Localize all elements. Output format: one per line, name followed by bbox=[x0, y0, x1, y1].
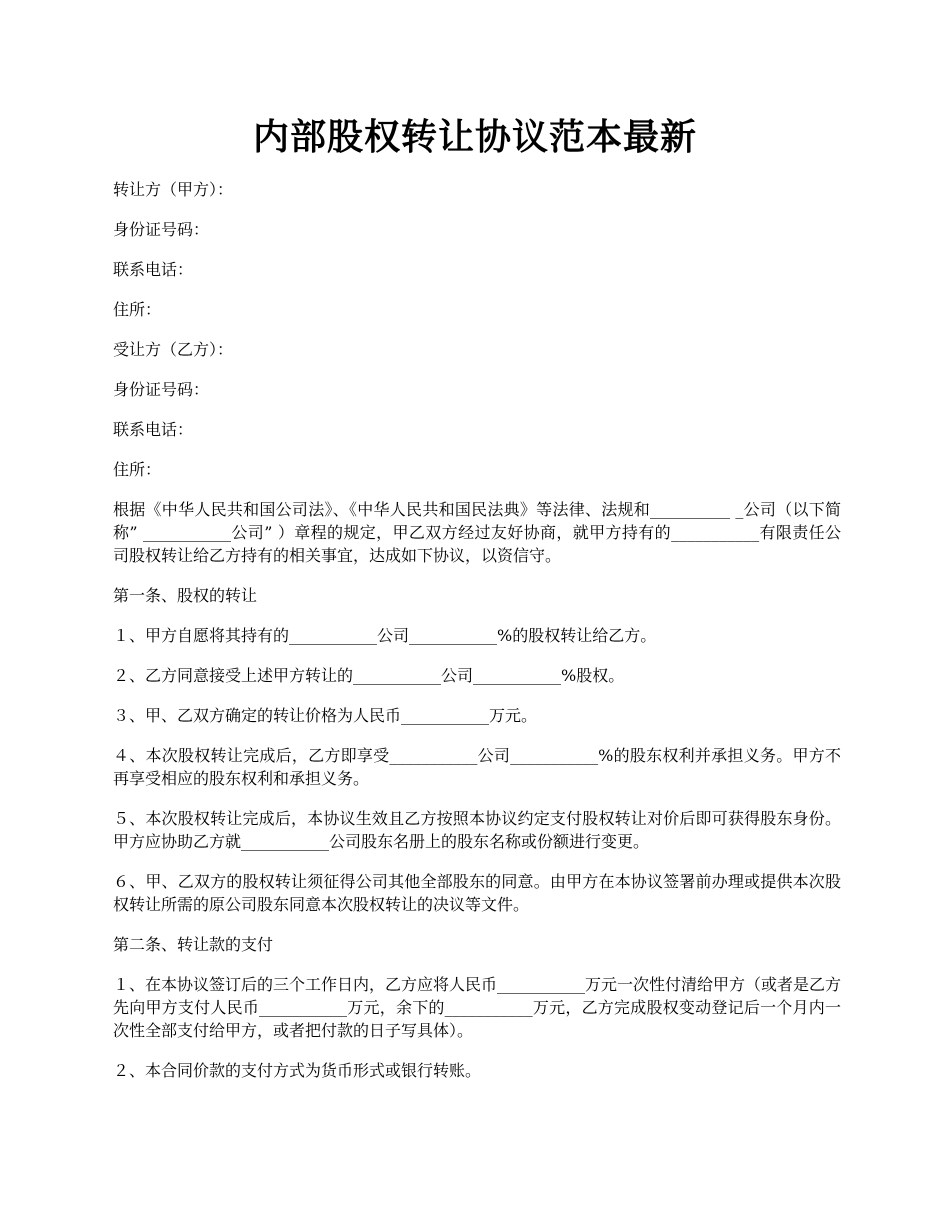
party-b-label: 受让方（乙方）： bbox=[113, 340, 234, 359]
article-1-heading: 第一条、股权的转让 bbox=[113, 586, 258, 605]
article-1-clause-3: ３、甲、乙双方确定的转让价格为人民币___________万元。 bbox=[113, 706, 538, 725]
party-a-address-label: 住所： bbox=[113, 300, 162, 319]
party-b-id-label: 身份证号码： bbox=[113, 380, 210, 399]
article-2-clause-2: ２、本合同价款的支付方式为货币形式或银行转账。 bbox=[113, 1061, 482, 1080]
document-body bbox=[113, 178, 841, 1099]
preamble-paragraph: 根据《中华人民共和国公司法》、《中华人民共和国民法典》等法律、法规和__________ _公司（以下简称” ___________公司” ）章程的规定，甲乙双方经过友好协商，就甲方持有的___________有限责任公司股权转让给乙方持有的相关事宜，达成如下协议，以资信守。 bbox=[113, 500, 841, 565]
party-b-phone-label: 联系电话： bbox=[113, 420, 194, 439]
article-1-clause-1: １、甲方自愿将其持有的___________公司___________%的股权转让给乙方。 bbox=[113, 626, 657, 645]
article-1-clause-2: ２、乙方同意接受上述甲方转让的___________公司___________%股权。 bbox=[113, 666, 625, 685]
party-b-address-label: 住所： bbox=[113, 460, 162, 479]
article-2-heading: 第二条、转让款的支付 bbox=[113, 935, 274, 954]
article-2-clause-1: １、在本协议签订后的三个工作日内，乙方应将人民币___________万元一次性付清给甲方（或者是乙方先向甲方支付人民币___________万元，余下的___________万元，乙方完成股权变动登记后一个月内一次性全部支付给甲方，或者把付款的日子写具体）。 bbox=[113, 975, 842, 1040]
party-a-label: 转让方（甲方）： bbox=[113, 180, 234, 199]
party-a-id-label: 身份证号码： bbox=[113, 220, 210, 239]
document-title: 内部股权转让协议范本最新 bbox=[252, 116, 697, 158]
article-1-clause-6: ６、甲、乙双方的股权转让须征得公司其他全部股东的同意。由甲方在本协议签署前办理或提供本次股权转让所需的原公司股东同意本次股权转让的决议等文件。 bbox=[113, 872, 841, 914]
article-1-clause-4: ４、本次股权转让完成后，乙方即享受___________公司___________%的股东权利并承担义务。甲方不再享受相应的股东权利和承担义务。 bbox=[113, 746, 841, 788]
party-a-phone-label: 联系电话： bbox=[113, 260, 194, 279]
article-1-clause-5: ５、本次股权转让完成后，本协议生效且乙方按照本协议约定支付股权转让对价后即可获得股东身份。甲方应协助乙方就___________公司股东名册上的股东名称或份额进行变更。 bbox=[113, 809, 841, 851]
